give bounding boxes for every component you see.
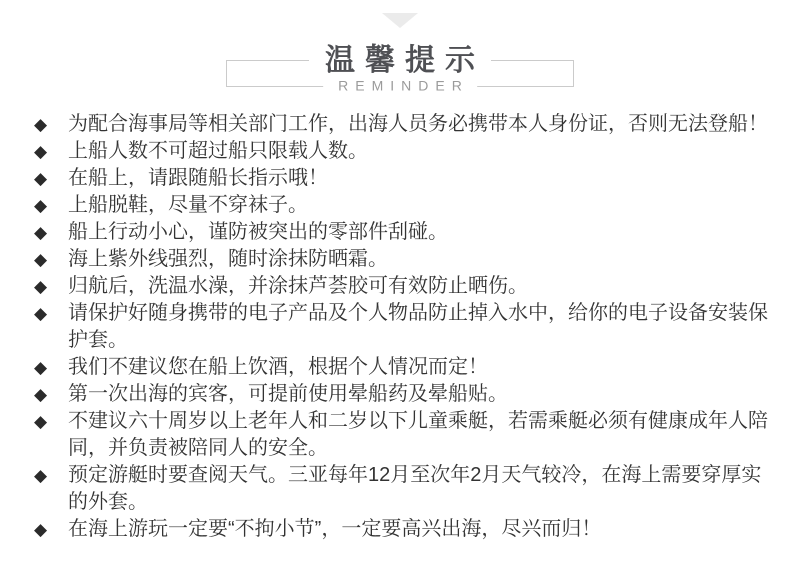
diamond-bullet-icon: ◆ xyxy=(34,277,48,296)
diamond-bullet-icon: ◆ xyxy=(34,358,48,377)
tips-list xyxy=(0,111,800,543)
list-item xyxy=(34,516,770,543)
tip-text: 在海上游玩一定要“不拘小节”，一定要高兴出海，尽兴而归！ xyxy=(68,518,602,540)
tip-text: 我们不建议您在船上饮酒，根据个人情况而定！ xyxy=(68,356,488,378)
list-item xyxy=(34,300,770,354)
list-item xyxy=(34,408,770,462)
tip-text: 上船脱鞋，尽量不穿袜子。 xyxy=(68,194,308,216)
diamond-bullet-icon: ◆ xyxy=(34,169,48,188)
list-item xyxy=(34,165,770,192)
tip-text: 在船上，请跟随船长指示哦！ xyxy=(68,167,328,189)
tip-text: 请保护好随身携带的电子产品及个人物品防止掉入水中，给你的电子设备安装保护套。 xyxy=(68,302,768,351)
list-item xyxy=(34,381,770,408)
list-item xyxy=(34,219,770,246)
tip-text: 为配合海事局等相关部门工作，出海人员务必携带本人身份证，否则无法登船！ xyxy=(68,113,768,135)
tip-text: 不建议六十周岁以上老年人和二岁以下儿童乘艇，若需乘艇必须有健康成年人陪同，并负责被陪同人的安全。 xyxy=(68,410,768,459)
diamond-bullet-icon: ◆ xyxy=(34,142,48,161)
tip-text: 归航后，洗温水澡，并涂抹芦荟胶可有效防止晒伤。 xyxy=(68,275,528,297)
reminder-header xyxy=(226,44,574,94)
diamond-bullet-icon: ◆ xyxy=(34,115,48,134)
diamond-bullet-icon: ◆ xyxy=(34,250,48,269)
list-item xyxy=(34,246,770,273)
diamond-bullet-icon: ◆ xyxy=(34,520,48,539)
list-item xyxy=(34,138,770,165)
diamond-bullet-icon: ◆ xyxy=(34,196,48,215)
list-item xyxy=(34,354,770,381)
list-item xyxy=(34,462,770,516)
list-item xyxy=(34,273,770,300)
tip-text: 船上行动小心，谨防被突出的零部件刮碰。 xyxy=(68,221,448,243)
list-item xyxy=(34,192,770,219)
page-subtitle: REMINDER xyxy=(323,78,477,93)
tip-text: 预定游艇时要查阅天气。三亚每年12月至次年2月天气较冷，在海上需要穿厚实的外套。 xyxy=(68,464,762,513)
tip-text: 上船人数不可超过船只限载人数。 xyxy=(68,140,368,162)
tip-text: 海上紫外线强烈，随时涂抹防晒霜。 xyxy=(68,248,388,270)
tip-text: 第一次出海的宾客，可提前使用晕船药及晕船贴。 xyxy=(68,383,508,405)
page-title: 温馨提示 xyxy=(309,46,491,76)
list-item xyxy=(34,111,770,138)
diamond-bullet-icon: ◆ xyxy=(34,466,48,485)
diamond-bullet-icon: ◆ xyxy=(34,412,48,431)
diamond-bullet-icon: ◆ xyxy=(34,385,48,404)
triangle-down-icon xyxy=(382,13,418,28)
diamond-bullet-icon: ◆ xyxy=(34,304,48,323)
diamond-bullet-icon: ◆ xyxy=(34,223,48,242)
